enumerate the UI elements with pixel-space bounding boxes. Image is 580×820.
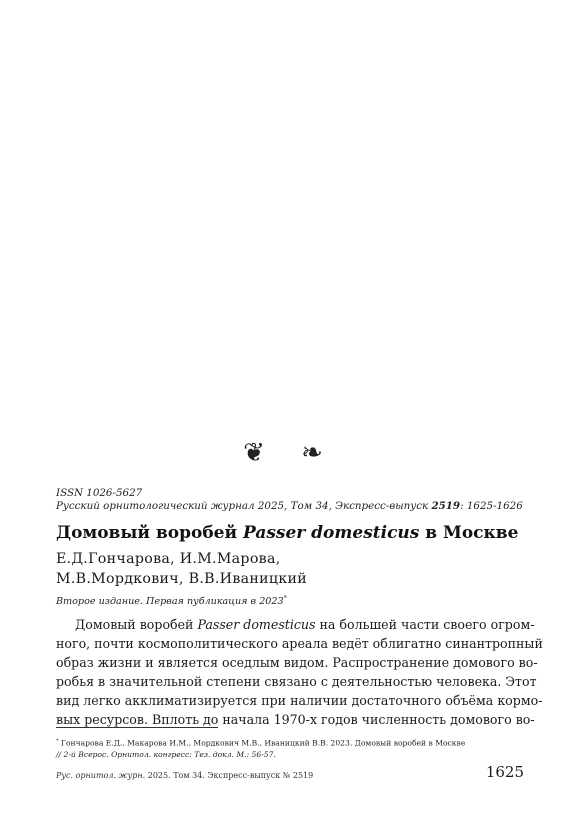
- article-title: [56, 522, 536, 544]
- page-number: 1625: [485, 763, 524, 781]
- journal-citation-prefix: Русский орнитологический журнал 2025, Том 34, Экспресс-выпуск: [56, 500, 432, 512]
- footnote-line-1-text: Гончарова Е.Д., Макарова И.М., Мордкович М.В., Иваницкий В.В. 2023. Домовый воробей в Москве: [58, 738, 466, 748]
- article-title-species: Passer domesticus: [243, 523, 420, 543]
- fleuron-ornament-icon: ❦ ❧: [243, 438, 337, 468]
- issn-header: [56, 487, 536, 513]
- edition-note-text: Второе издание. Первая публикация в 2023: [56, 596, 284, 608]
- body-species-name: Passer domesticus: [197, 617, 316, 632]
- body-line-2: ного, почти космополитического ареала ведёт облигатно синантропный: [56, 636, 543, 651]
- body-line-4: робья в значительной степени связано с деятельностью человека. Этот: [56, 674, 537, 689]
- body-line-1: [56, 615, 535, 634]
- footnote-line-2: [56, 749, 526, 760]
- footnote-line-2-text: // 2-й Всерос. Орнитол. конгресс: Тез. докл. М.: 56-57.: [56, 749, 276, 759]
- author-list: [56, 549, 516, 589]
- footnote-divider: [56, 727, 218, 728]
- article-title-prefix: Домовый воробей: [56, 523, 243, 543]
- journal-citation: [56, 500, 536, 513]
- body-line-3: образ жизни и является оседлым видом. Распространение домового во-: [56, 655, 538, 670]
- article-title-suffix: в Москве: [419, 523, 519, 543]
- article-body: [56, 615, 543, 729]
- running-footer: [56, 770, 436, 781]
- authors-line-2: М.В.Мордкович, В.В.Иваницкий: [56, 571, 308, 587]
- authors-line-1: Е.Д.Гончарова, И.М.Марова,: [56, 551, 281, 567]
- journal-abbrev: Рус. орнитол. журн.: [56, 771, 146, 780]
- footnote-marker: *: [283, 595, 287, 602]
- edition-note: [56, 593, 516, 608]
- issue-number: 2519: [431, 500, 461, 512]
- footnote-mark: *: [56, 738, 59, 744]
- footer-details: 2025. Том 34. Экспресс-выпуск № 2519: [145, 771, 314, 780]
- body-line-5: вид легко акклиматизируется при наличии достаточного объёма кормо-: [56, 693, 543, 708]
- footnote-line-1: [56, 736, 526, 749]
- footnote: [56, 736, 526, 760]
- issn-number: ISSN 1026-5627: [56, 487, 143, 499]
- body-line-6: вых ресурсов. Вплоть до начала 1970-х годов численность домового во-: [56, 712, 535, 727]
- page-range: : 1625-1626: [460, 500, 523, 512]
- body-line-1-prefix: Домовый воробей: [75, 617, 198, 632]
- body-line-1-suffix: на большей части своего огром-: [315, 617, 535, 632]
